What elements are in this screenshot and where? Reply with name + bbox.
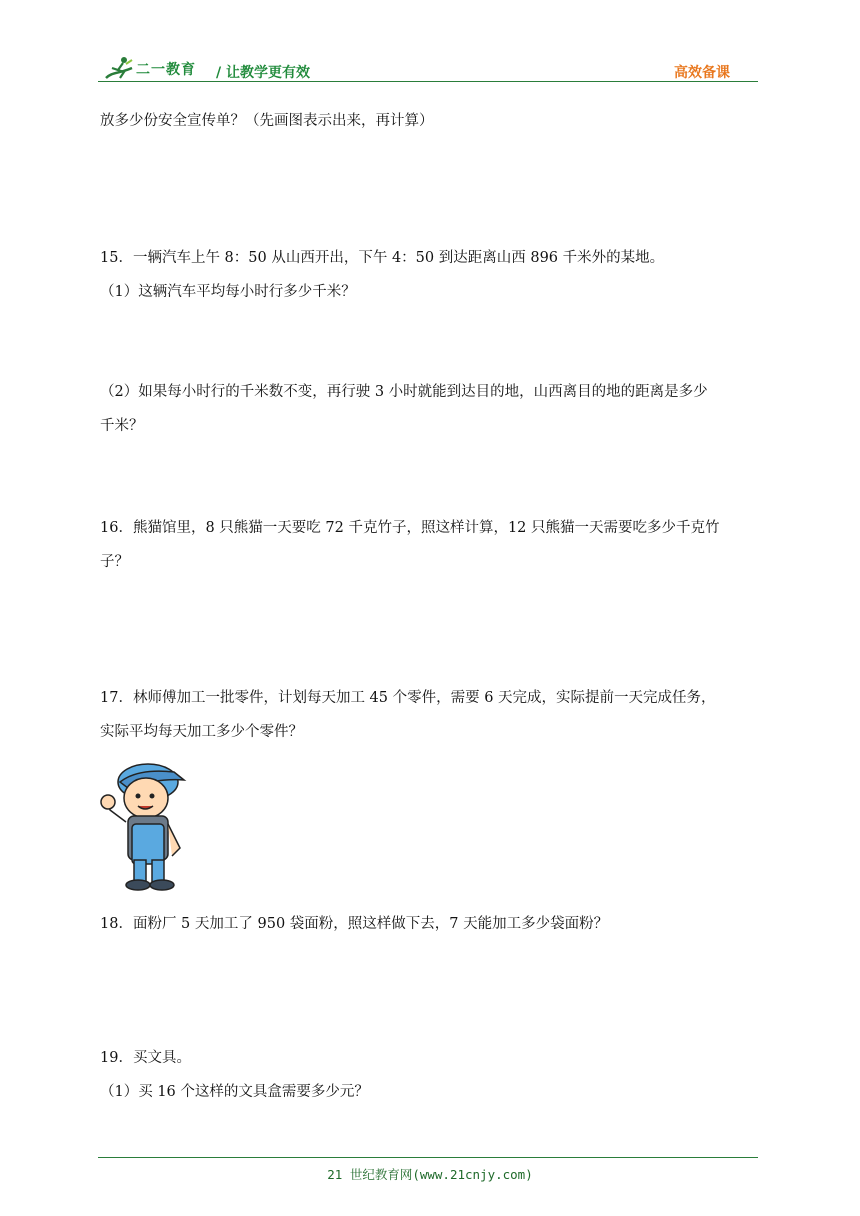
header-tag: 高效备课 — [674, 65, 730, 81]
footer-divider — [98, 1157, 758, 1158]
slogan: / 让教学更有效 — [216, 65, 310, 81]
page-footer: 21 世纪教育网(www.21cnjy.com) — [327, 1167, 533, 1182]
question-19-part-1: （1）买 16 个这样的文具盒需要多少元？ — [100, 1084, 369, 1100]
brand-name: 二一教育 — [136, 62, 196, 78]
question-16: 16．熊猫馆里，8 只熊猫一天要吃 72 千克竹子，照这样计算，12 只熊猫一天需要吃多少千克竹 — [100, 520, 720, 536]
runner-logo-icon — [102, 56, 136, 82]
logo — [102, 56, 212, 82]
text-line: 放多少份安全宣传单？（先画图表示出来，再计算） — [100, 113, 434, 129]
question-17-cont: 实际平均每天加工多少个零件？ — [100, 724, 303, 740]
page-header — [98, 56, 758, 84]
question-16-cont: 子？ — [100, 554, 129, 570]
question-18: 18．面粉厂 5 天加工了 950 袋面粉，照这样做下去，7 天能加工多少袋面粉？ — [100, 916, 609, 932]
question-15-part-1: （1）这辆汽车平均每小时行多少千米？ — [100, 284, 356, 300]
header-divider — [98, 81, 758, 82]
question-19: 19．买文具。 — [100, 1050, 191, 1066]
question-15-part-2: （2）如果每小时行的千米数不变，再行驶 3 小时就能到达目的地，山西离目的地的距离是多少 — [100, 384, 708, 400]
question-17: 17．林师傅加工一批零件，计划每天加工 45 个零件，需要 6 天完成，实际提前一天完成任务， — [100, 690, 716, 706]
question-15: 15．一辆汽车上午 8：50 从山西开出，下午 4：50 到达距离山西 896 千米外的某地。 — [100, 250, 665, 266]
question-15-part-2-cont: 千米？ — [100, 418, 144, 434]
worker-illustration — [98, 752, 194, 892]
